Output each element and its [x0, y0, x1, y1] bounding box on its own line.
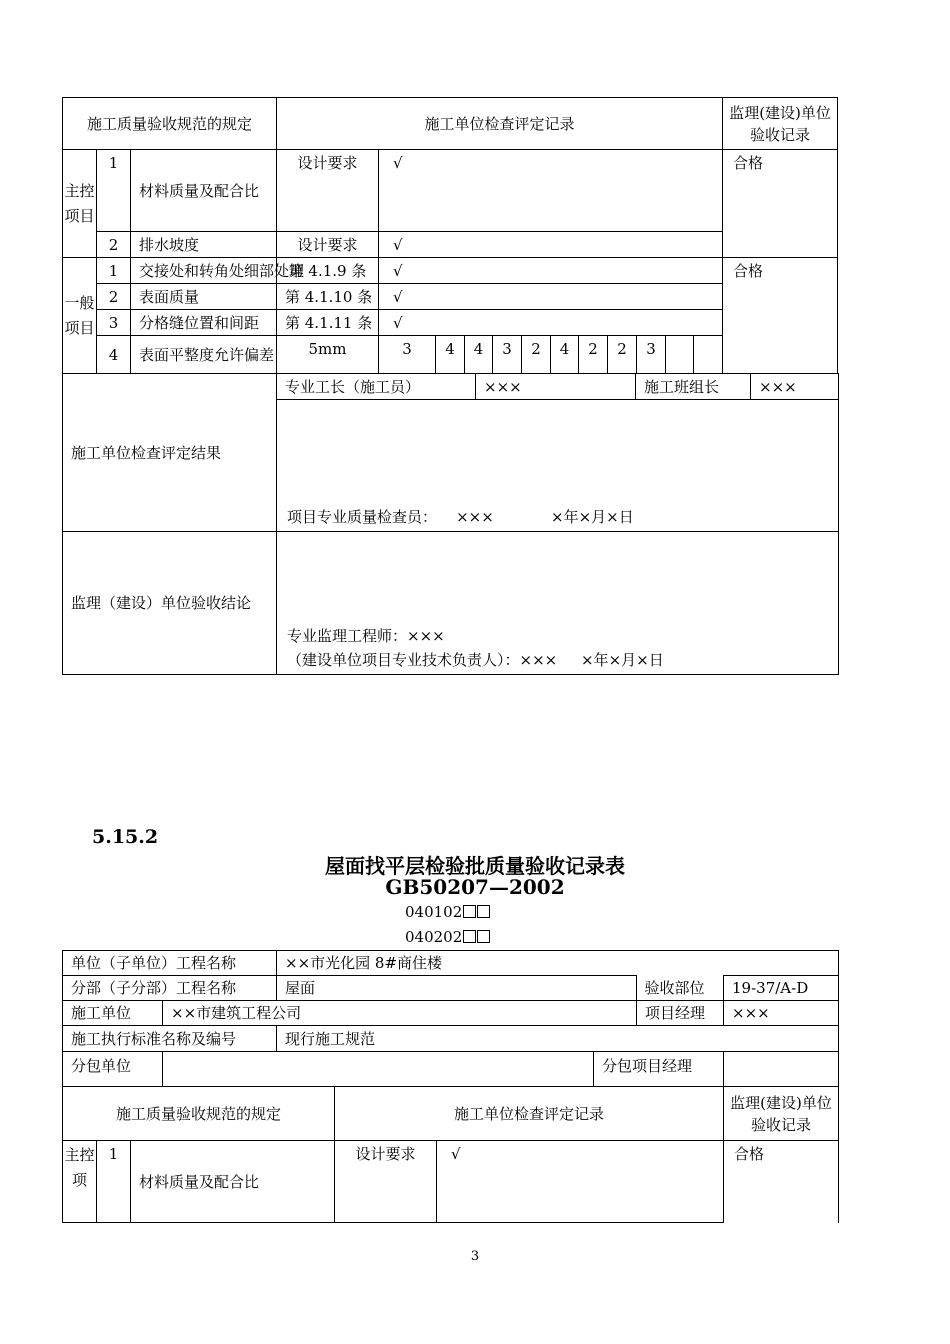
part-value	[724, 976, 839, 1001]
sub-manager-value	[724, 1052, 839, 1087]
general-result: 合格	[723, 258, 838, 374]
general-item-check: √	[379, 284, 723, 310]
team-label: 施工班组长	[636, 374, 751, 400]
part-value-text: 19-37/A-D	[732, 979, 809, 997]
flatness-value: 3	[493, 336, 522, 374]
contractor-value: ××市建筑工程公司	[163, 1001, 637, 1026]
general-item-req: 5mm	[277, 336, 379, 374]
flatness-value: 2	[608, 336, 637, 374]
main-item-no: 2	[97, 232, 131, 258]
inspection-table-1	[62, 97, 838, 374]
engineer-line: 专业监理工程师：×××	[287, 627, 445, 645]
general-item-req: 第 4.1.11 条	[277, 310, 379, 336]
main-item-name: 材料质量及配合比	[131, 1141, 335, 1223]
flatness-value	[666, 336, 694, 374]
team-value: ×××	[751, 374, 839, 400]
standard-value: 现行施工规范	[277, 1026, 839, 1052]
main-group-label: 主控项目	[63, 150, 97, 258]
flatness-value: 3	[637, 336, 666, 374]
general-item-no: 3	[97, 310, 131, 336]
inspection-table-2	[62, 1086, 839, 1223]
main-item-check: √	[437, 1141, 724, 1223]
main-item-name: 排水坡度	[131, 232, 277, 258]
project-value: ××市光化园 8#商住楼	[277, 951, 839, 976]
inspector-line: 项目专业质量检查员： ××× ×年×月×日	[287, 508, 634, 526]
general-item-req: 第 4.1.9 条	[277, 258, 379, 284]
form-code-1	[405, 903, 490, 921]
project-info-table-2	[62, 1000, 839, 1087]
general-item-name: 交接处和转角处细部处理	[131, 258, 277, 284]
part-label-cell: 验收部位	[636, 975, 723, 1000]
main-item-req: 设计要求	[277, 150, 379, 232]
general-item-name: 表面平整度允许偏差	[131, 336, 277, 374]
general-item-name: 分格缝位置和间距	[131, 310, 277, 336]
inspector-cell	[277, 400, 839, 532]
checkbox-icon	[463, 930, 476, 943]
form-standard: GB50207—2002	[385, 875, 565, 899]
header-record: 施工单位检查评定记录	[277, 98, 723, 150]
main-item-name: 材料质量及配合比	[131, 150, 277, 232]
manager-value: ×××	[724, 1001, 839, 1026]
checkbox-icon	[477, 905, 490, 918]
main-result: 合格	[723, 150, 838, 258]
flatness-value: 4	[465, 336, 493, 374]
division-value: 屋面	[277, 976, 724, 1001]
conclusion-label: 监理（建设）单位验收结论	[63, 532, 277, 675]
general-group-label: 一般项目	[63, 258, 97, 374]
sub-label: 分包单位	[63, 1052, 163, 1087]
foreman-label: 专业工长（施工员）	[277, 374, 476, 400]
checkbox-icon	[477, 930, 490, 943]
main-item-req: 设计要求	[277, 232, 379, 258]
page-number: 3	[470, 1249, 480, 1264]
main-item-check: √	[379, 150, 723, 232]
section-number: 5.15.2	[92, 826, 159, 848]
main-item-check: √	[379, 232, 723, 258]
sub-value	[163, 1052, 594, 1087]
code-value: 040102	[405, 903, 463, 921]
header-spec: 施工质量验收规范的规定	[63, 1087, 335, 1141]
general-item-no: 1	[97, 258, 131, 284]
manager-label: 项目经理	[637, 1001, 724, 1026]
owner-line: （建设单位项目专业技术负责人）：××× ×年×月×日	[287, 651, 664, 669]
form-title: 屋面找平层检验批质量验收记录表	[325, 854, 625, 878]
flatness-value: 2	[522, 336, 551, 374]
inspection-signature-table-1	[62, 373, 839, 675]
main-item-no: 1	[97, 150, 131, 232]
sub-manager-label: 分包项目经理	[594, 1052, 724, 1087]
flatness-value: 2	[579, 336, 608, 374]
general-item-check: √	[379, 258, 723, 284]
flatness-spacer	[694, 336, 723, 374]
header-supervision: 监理(建设)单位验收记录	[723, 98, 838, 150]
main-item-req: 设计要求	[335, 1141, 437, 1223]
foreman-value: ×××	[476, 374, 636, 400]
division-label: 分部（子分部）工程名称	[63, 976, 277, 1001]
project-info-table	[62, 950, 839, 1001]
header-record: 施工单位检查评定记录	[335, 1087, 724, 1141]
general-item-req: 第 4.1.10 条	[277, 284, 379, 310]
general-item-name: 表面质量	[131, 284, 277, 310]
checkbox-icon	[463, 905, 476, 918]
contractor-label: 施工单位	[63, 1001, 163, 1026]
code-value: 040202	[405, 928, 463, 946]
header-spec: 施工质量验收规范的规定	[63, 98, 277, 150]
header-supervision: 监理(建设)单位验收记录	[724, 1087, 839, 1141]
result-label: 施工单位检查评定结果	[63, 374, 277, 532]
main-group-label: 主控项	[63, 1141, 97, 1223]
main-item-no: 1	[97, 1141, 131, 1223]
general-item-no: 4	[97, 336, 131, 374]
flatness-value: 4	[551, 336, 579, 374]
main-result: 合格	[724, 1141, 839, 1223]
general-item-check: √	[379, 310, 723, 336]
project-label: 单位（子单位）工程名称	[63, 951, 277, 976]
form-code-2	[405, 928, 490, 946]
flatness-value: 3	[379, 336, 436, 374]
general-item-no: 2	[97, 284, 131, 310]
flatness-value: 4	[436, 336, 465, 374]
standard-label: 施工执行标准名称及编号	[63, 1026, 277, 1052]
conclusion-cell	[277, 532, 839, 675]
